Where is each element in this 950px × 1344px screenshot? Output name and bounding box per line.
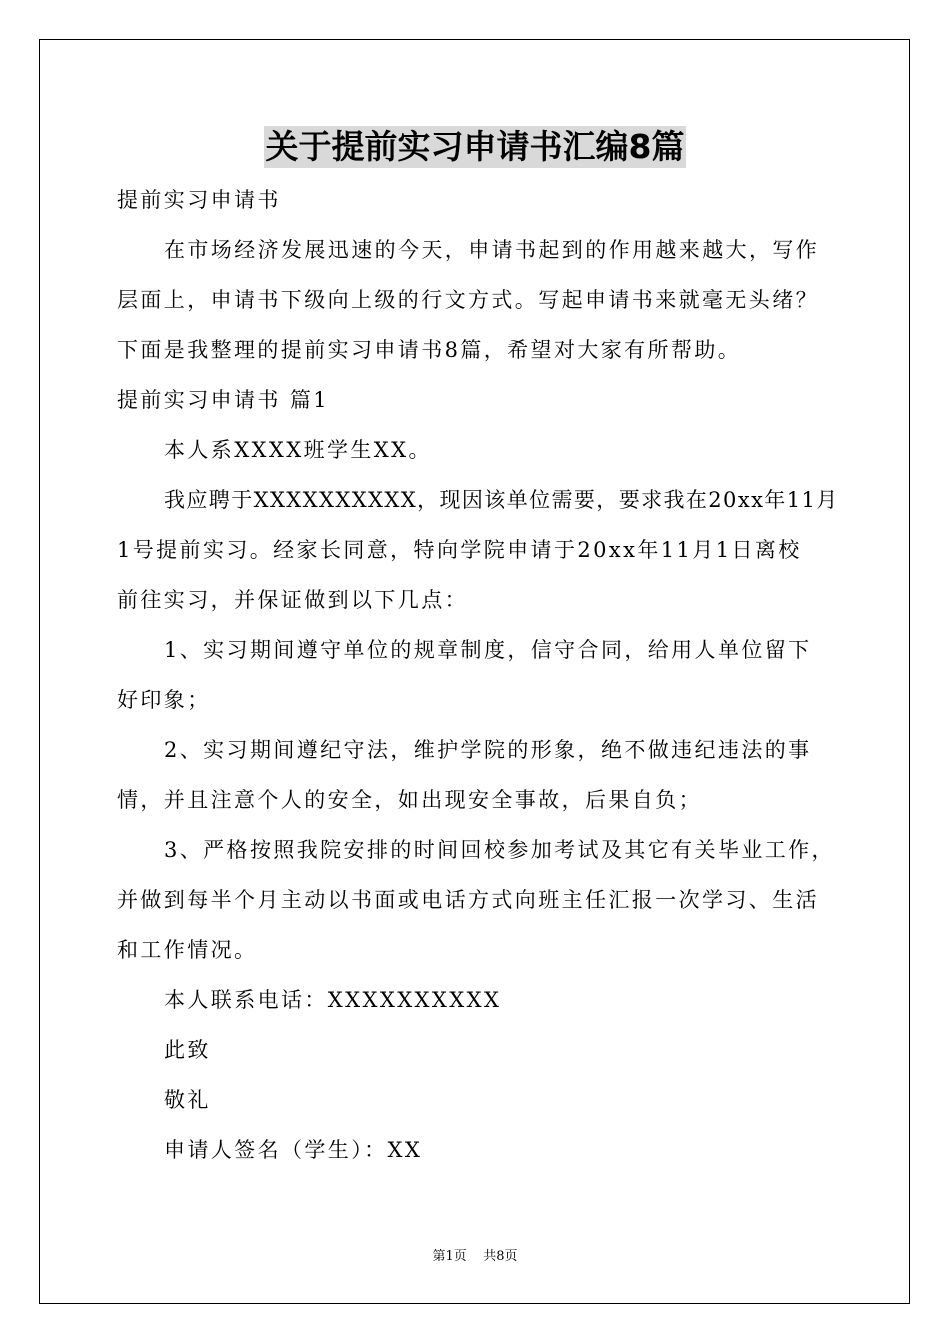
paragraph-line: 并做到每半个月主动以书面或电话方式向班主任汇报一次学习、生活 xyxy=(117,888,819,912)
title-container xyxy=(0,126,950,168)
paragraph-line: 申请人签名（学生）：XX xyxy=(164,1138,423,1162)
page-footer xyxy=(0,1248,950,1266)
paragraph-line: 2、实习期间遵纪守法，维护学院的形象，绝不做违纪违法的事 xyxy=(164,738,812,762)
paragraph-line: 下面是我整理的提前实习申请书8篇，希望对大家有所帮助。 xyxy=(117,338,742,362)
paragraph-line: 1、实习期间遵守单位的规章制度，信守合同，给用人单位留下 xyxy=(164,638,812,662)
section-heading: 提前实习申请书 篇1 xyxy=(117,388,330,412)
paragraph-line: 和工作情况。 xyxy=(117,938,258,962)
paragraph-line: 1号提前实习。经家长同意，特向学院申请于20xx年11月1日离校 xyxy=(117,538,802,562)
paragraph-line: 情，并且注意个人的安全，如出现安全事故，后果自负； xyxy=(117,788,702,812)
paragraph-line: 此致 xyxy=(164,1038,211,1062)
page-total: 共8页 xyxy=(483,1249,518,1264)
paragraph-line: 敬礼 xyxy=(164,1088,211,1112)
page-border xyxy=(39,39,910,1304)
paragraph-line: 本人系XXXX班学生XX。 xyxy=(164,438,432,462)
paragraph-line: 我应聘于XXXXXXXXXX，现因该单位需要，要求我在20xx年11月 xyxy=(164,488,839,512)
paragraph-line: 3、严格按照我院安排的时间回校参加考试及其它有关毕业工作， xyxy=(164,838,835,862)
paragraph-line: 前往实习，并保证做到以下几点： xyxy=(117,588,468,612)
paragraph-line: 好印象； xyxy=(117,688,211,712)
paragraph-line: 本人联系电话：XXXXXXXXXX xyxy=(164,988,502,1012)
section-heading: 提前实习申请书 xyxy=(117,188,281,212)
paragraph-line: 在市场经济发展迅速的今天，申请书起到的作用越来越大，写作 xyxy=(164,238,820,262)
page-number: 第1页 xyxy=(432,1249,467,1264)
document-title: 关于提前实习申请书汇编8篇 xyxy=(265,127,685,166)
paragraph-line: 层面上，申请书下级向上级的行文方式。写起申请书来就毫无头绪？ xyxy=(117,288,819,312)
